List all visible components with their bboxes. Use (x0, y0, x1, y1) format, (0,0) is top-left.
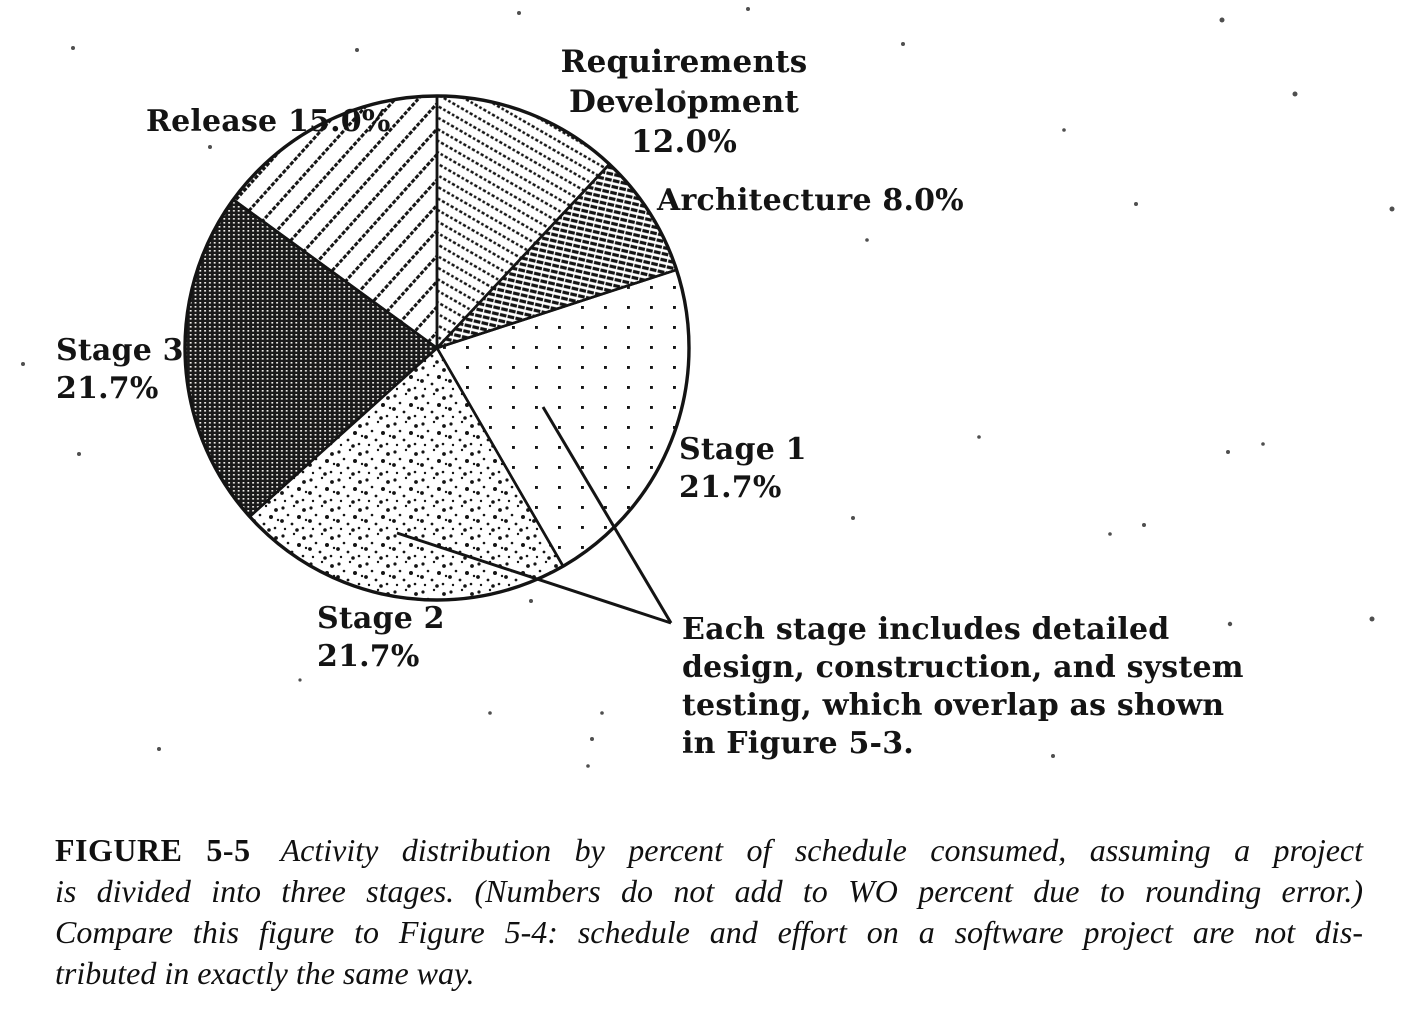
label-stage2 (317, 600, 445, 676)
annotation-line-3: testing, which overlap as shown (682, 688, 1225, 723)
scan-speck (851, 516, 855, 520)
scan-speck (1226, 450, 1230, 454)
scan-speck (1293, 92, 1298, 97)
stage-annotation (682, 611, 1244, 763)
scan-speck (298, 678, 301, 681)
scan-speck (901, 42, 905, 46)
label-stage1-value: 21.7% (679, 470, 782, 505)
scan-speck (1370, 617, 1375, 622)
scan-speck (21, 362, 25, 366)
scan-speck (208, 145, 212, 149)
scan-speck (1134, 202, 1138, 206)
scan-speck (1390, 207, 1395, 212)
label-stage3 (56, 332, 184, 408)
label-stage1 (679, 431, 807, 507)
label-requirements-line1: Requirements (560, 44, 808, 80)
scan-speck (297, 312, 301, 316)
label-requirements-line2: Development 12.0% (568, 84, 800, 160)
label-stage3-value: 21.7% (56, 371, 159, 406)
scan-speck (517, 11, 521, 15)
scan-speck (977, 435, 981, 439)
label-release: Release 15.0% (146, 104, 391, 139)
scan-speck (71, 46, 75, 50)
label-stage2-value: 21.7% (317, 639, 420, 674)
scan-speck (1062, 128, 1066, 132)
label-requirements-development (516, 42, 852, 162)
scan-speck (865, 238, 869, 242)
scan-speck (1142, 523, 1146, 527)
label-stage3-name: Stage 3 (56, 333, 184, 368)
label-stage2-name: Stage 2 (317, 601, 445, 636)
scan-speck (746, 7, 750, 11)
scan-speck (529, 599, 533, 603)
scan-speck (1108, 532, 1112, 536)
caption-text-1: Activity distribution by percent of schedule consumed, assuming a project (280, 832, 1364, 868)
scan-speck (1220, 18, 1225, 23)
scan-speck (586, 764, 590, 768)
scan-speck (1261, 442, 1265, 446)
annotation-line-1: Each stage includes detailed (682, 612, 1170, 647)
caption-line-2: is divided into three stages. (Numbers do not add to WO percent due to rounding error.) (55, 873, 1363, 909)
caption-line-1 (55, 830, 1363, 871)
scan-speck (488, 711, 492, 715)
label-architecture: Architecture 8.0% (657, 183, 964, 218)
scan-speck (77, 452, 81, 456)
figure-caption (55, 830, 1363, 994)
caption-line-4: tributed in exactly the same way. (55, 955, 475, 991)
scan-speck (600, 711, 604, 715)
scan-speck (157, 747, 161, 751)
figure-number: FIGURE 5-5 (55, 832, 251, 868)
annotation-line-2: design, construction, and system (682, 650, 1244, 685)
scan-speck (355, 48, 359, 52)
caption-line-3: Compare this figure to Figure 5-4: schedule and effort on a software project are not dis- (55, 914, 1363, 950)
label-stage1-name: Stage 1 (679, 432, 807, 467)
annotation-line-4: in Figure 5-3. (682, 726, 914, 761)
scan-speck (590, 737, 594, 741)
